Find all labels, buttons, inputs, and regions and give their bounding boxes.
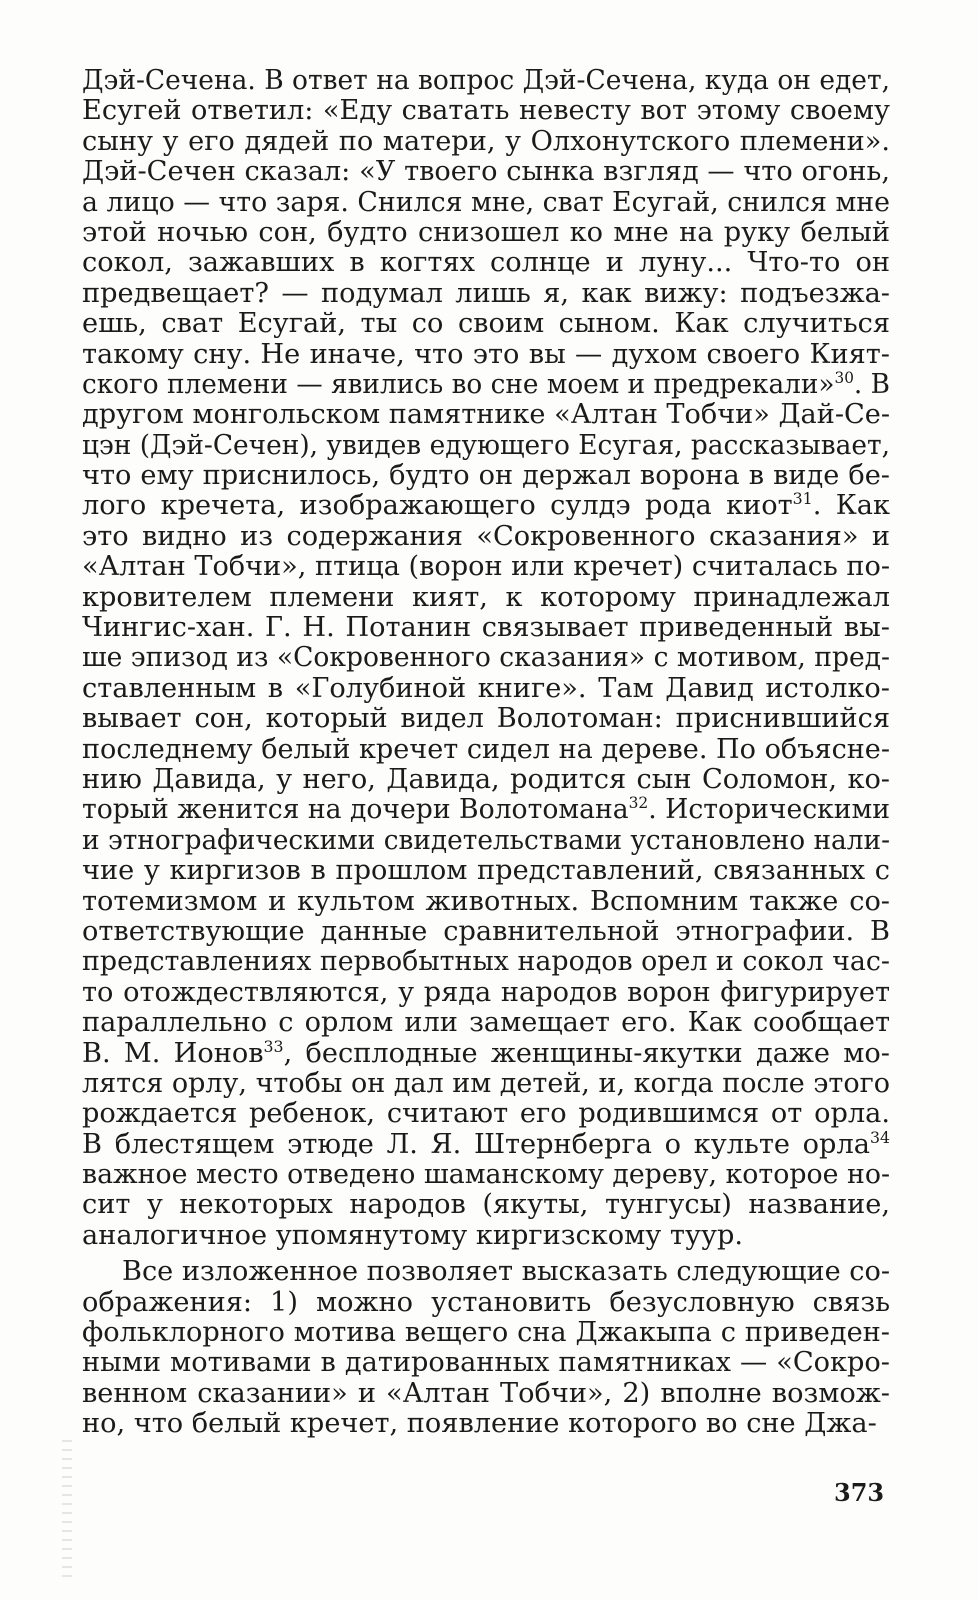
- text-segment: предвещает? — подумал лишь я, как вижу: подъезжа-: [82, 278, 890, 309]
- text-line: [82, 1190, 890, 1220]
- text-line: [82, 674, 890, 704]
- text-segment: фольклорного мотива вещего сна Джакыпа с приведен-: [82, 1318, 890, 1349]
- text-line: [82, 1318, 890, 1348]
- body-text: [82, 66, 890, 1440]
- text-line: [82, 1257, 890, 1287]
- text-segment: Чингис-хан. Г. Н. Потанин связывает приведенный вы-: [82, 613, 890, 644]
- footnote-ref: 30: [834, 369, 854, 388]
- text-line: [82, 735, 890, 765]
- text-segment: сит у некоторых народов (якуты, тунгусы) название,: [82, 1190, 890, 1221]
- text-segment: Все изложенное позволяет высказать следующие со-: [122, 1257, 890, 1288]
- text-segment: чие у киргизов в прошлом представлений, связанных с: [82, 856, 890, 887]
- text-line: [82, 1348, 890, 1378]
- text-segment: «Алтан Тобчи», птица (ворон или кречет) считалась по-: [82, 552, 890, 583]
- text-segment: параллельно с орлом или замещает его. Как сообщает: [82, 1008, 890, 1039]
- text-line: [82, 826, 890, 856]
- text-segment: В. М. Ионов: [82, 1038, 264, 1069]
- scan-edge-artifact: [62, 1440, 72, 1580]
- text-line: [82, 127, 890, 157]
- text-line: [82, 1288, 890, 1318]
- text-segment: ше эпизод из «Сокровенного сказания» с мотивом, пред-: [82, 643, 890, 674]
- paragraph: [82, 1257, 890, 1439]
- text-line: [82, 248, 890, 278]
- text-line: [82, 340, 890, 370]
- text-segment: лого кречета, изображающего сулдэ рода киот: [82, 491, 793, 522]
- text-line: [82, 887, 890, 917]
- footnote-ref: 34: [869, 1129, 890, 1147]
- text-segment: другом монгольском памятнике «Алтан Тобчи» Дай-Се-: [82, 400, 890, 431]
- text-segment: тотемизмом и культом животных. Вспомним также со-: [82, 886, 890, 917]
- text-segment: . В: [853, 369, 890, 400]
- text-segment: этой ночью сон, будто снизошел ко мне на руку белый: [82, 217, 890, 248]
- text-segment: цэн (Дэй-Сечен), увидев едующего Есугая, рассказывает,: [82, 430, 890, 461]
- text-segment: ответствующие данные сравнительной этнографии. В: [82, 916, 890, 947]
- text-line: [82, 188, 890, 218]
- text-line: [82, 765, 890, 795]
- text-segment: что ему приснилось, будто он держал ворона в виде бе-: [82, 461, 890, 492]
- text-line: [82, 96, 890, 126]
- text-segment: . Историческими: [648, 795, 890, 826]
- text-segment: Дэй-Сечена. В ответ на вопрос Дэй-Сечена, куда он едет,: [82, 66, 890, 96]
- text-segment: это видно из содержания «Сокровенного сказания» и: [82, 521, 890, 552]
- paragraph: [82, 66, 890, 1251]
- text-segment: , бесплодные женщины-якутки даже мо-: [283, 1038, 890, 1069]
- text-line: [82, 400, 890, 430]
- text-line: [82, 1130, 890, 1160]
- text-line: [82, 461, 890, 491]
- text-line: [82, 583, 890, 613]
- text-segment: . Как: [812, 491, 890, 522]
- text-line: [82, 917, 890, 947]
- text-segment: вывает сон, который видел Волотоман: приснившийся: [82, 704, 890, 735]
- text-segment: сыну у его дядей по матери, у Олхонутского племени».: [82, 126, 890, 157]
- text-segment: ображения: 1) можно установить безусловную связь: [82, 1287, 890, 1318]
- text-segment: лятся орлу, чтобы он дал им детей, и, когда после этого: [82, 1068, 890, 1099]
- text-line: [82, 856, 890, 886]
- text-line: [82, 1409, 890, 1439]
- text-line: [82, 66, 890, 96]
- text-line: [82, 1099, 890, 1129]
- text-segment: последнему белый кречет сидел на дереве. По объясне-: [82, 734, 890, 765]
- text-line: [82, 1069, 890, 1099]
- text-segment: ешь, сват Есугай, ты со своим сыном. Как случиться: [82, 309, 890, 340]
- footnote-ref: 33: [263, 1038, 284, 1056]
- text-segment: ставленным в «Голубиной книге». Там Давид истолко-: [82, 673, 890, 704]
- text-line: [82, 643, 890, 673]
- footnote-ref: 31: [792, 491, 813, 509]
- text-segment: важное место отведено шаманскому дереву, которое но-: [82, 1160, 890, 1191]
- text-segment: сокол, зажавших в когтях солнце и луну... Что-то он: [82, 248, 890, 279]
- text-segment: аналогичное упомянутому киргизскому туур.: [82, 1220, 743, 1251]
- text-segment: торый женится на дочери Волотомана: [82, 795, 629, 826]
- text-segment: венном сказании» и «Алтан Тобчи», 2) вполне возмож-: [82, 1378, 890, 1409]
- text-line: [82, 1008, 890, 1038]
- text-segment: В блестящем этюде Л. Я. Штернберга о культе орла: [82, 1129, 870, 1160]
- text-line: [82, 947, 890, 977]
- text-segment: рождается ребенок, считают его родившимся от орла.: [82, 1099, 890, 1130]
- page-number: 373: [834, 1478, 885, 1507]
- text-line: [82, 218, 890, 248]
- text-line: [82, 978, 890, 1008]
- text-segment: ского племени — явились во сне моем и предрекали»: [82, 369, 835, 400]
- text-segment: Есугей ответил: «Еду сватать невесту вот этому своему: [82, 96, 890, 127]
- text-segment: такому сну. Не иначе, что это вы — духом своего Кият-: [82, 339, 890, 370]
- text-line: [82, 552, 890, 582]
- text-line: [82, 522, 890, 552]
- text-line: [82, 795, 890, 825]
- text-line: [82, 431, 890, 461]
- text-segment: а лицо — что заря. Снился мне, сват Есугай, снился мне: [82, 187, 890, 218]
- text-segment: нию Давида, у него, Давида, родится сын Соломон, ко-: [82, 764, 890, 795]
- text-line: [82, 157, 890, 187]
- text-line: [82, 1221, 890, 1251]
- text-line: [82, 704, 890, 734]
- text-line: [82, 1379, 890, 1409]
- text-segment: ными мотивами в датированных памятниках — «Сокро-: [82, 1348, 890, 1379]
- text-line: [82, 491, 890, 521]
- footnote-ref: 32: [628, 795, 649, 813]
- text-segment: Дэй-Сечен сказал: «У твоего сынка взгляд — что огонь,: [82, 157, 890, 188]
- text-line: [82, 613, 890, 643]
- text-line: [82, 370, 890, 400]
- text-line: [82, 309, 890, 339]
- text-line: [82, 1039, 890, 1069]
- text-segment: представлениях первобытных народов орел и сокол час-: [82, 947, 890, 978]
- text-line: [82, 1160, 890, 1190]
- text-segment: кровителем племени кият, к которому принадлежал: [82, 582, 890, 613]
- text-segment: то отождествляются, у ряда народов ворон фигурирует: [82, 977, 890, 1008]
- text-line: [82, 279, 890, 309]
- text-segment: но, что белый кречет, появление которого во сне Джа-: [82, 1409, 877, 1440]
- text-segment: и этнографическими свидетельствами установлено нали-: [82, 825, 890, 856]
